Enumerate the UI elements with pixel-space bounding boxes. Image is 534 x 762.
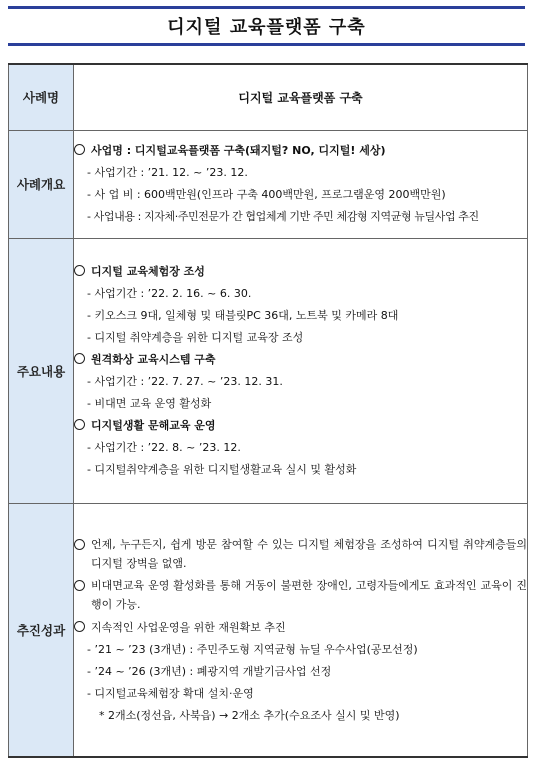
main-section-2-item: - 사업기간 : ’22. 7. 27. ~ ’23. 12. 31. bbox=[74, 371, 527, 393]
overview-item-content: - 사업내용 : 지자체·주민전문가 간 협업체계 기반 주민 체감형 지역균형 뉴딜사업 추진 bbox=[74, 206, 527, 228]
overview-content bbox=[74, 130, 528, 238]
row-results bbox=[9, 503, 528, 757]
label-overview: 사례개요 bbox=[9, 130, 74, 238]
row-case-name bbox=[9, 64, 528, 130]
results-content bbox=[74, 503, 528, 757]
results-note: * 2개소(정선읍, 사북읍) → 2개소 추가(수요조사 실시 및 반영) bbox=[74, 705, 527, 727]
circle-bullet-icon bbox=[74, 539, 85, 550]
document-title-box bbox=[8, 6, 525, 46]
results-item: - 디지털교육체험장 확대 설치·운영 bbox=[74, 683, 527, 705]
label-main: 주요내용 bbox=[9, 238, 74, 503]
results-item: - ’21 ~ ’23 (3개년) : 주민주도형 지역균형 뉴딜 우수사업(공모선정) bbox=[74, 639, 527, 661]
row-main bbox=[9, 238, 528, 503]
circle-bullet-icon bbox=[74, 580, 85, 591]
results-item: - ’24 ~ ’26 (3개년) : 폐광지역 개발기금사업 선정 bbox=[74, 661, 527, 683]
results-point-2: 비대면교육 운영 활성화를 통해 거동이 불편한 장애인, 고령자들에게도 효과적인 교육이 진행이 가능. bbox=[74, 576, 527, 614]
main-section-1-head: 디지털 교육체험장 조성 bbox=[74, 261, 527, 283]
case-table bbox=[8, 63, 528, 758]
case-name-value: 디지털 교육플랫폼 구축 bbox=[74, 64, 528, 130]
main-section-1-item: - 사업기간 : ’22. 2. 16. ~ 6. 30. bbox=[74, 283, 527, 305]
main-section-3-item: - 디지털취약계층을 위한 디지털생활교육 실시 및 활성화 bbox=[74, 459, 527, 481]
label-case-name: 사례명 bbox=[9, 64, 74, 130]
overview-item-budget: - 사 업 비 : 600백만원(인프라 구축 400백만원, 프로그램운영 200백만원) bbox=[74, 184, 527, 206]
row-overview bbox=[9, 130, 528, 238]
main-section-3-item: - 사업기간 : ’22. 8. ~ ’23. 12. bbox=[74, 437, 527, 459]
results-point-3: 지속적인 사업운영을 위한 재원확보 추진 bbox=[74, 617, 527, 639]
document-title: 디지털 교육플랫폼 구축 bbox=[167, 17, 366, 38]
overview-item-period: - 사업기간 : ’21. 12. ~ ’23. 12. bbox=[74, 162, 527, 184]
main-section-3-head: 디지털생활 문해교육 운영 bbox=[74, 415, 527, 437]
main-section-2-item: - 비대면 교육 운영 활성화 bbox=[74, 393, 527, 415]
main-content bbox=[74, 238, 528, 503]
label-results: 추진성과 bbox=[9, 503, 74, 757]
main-section-1-item: - 디지털 취약계층을 위한 디지털 교육장 조성 bbox=[74, 327, 527, 349]
overview-headline: 사업명 : 디지털교육플랫폼 구축(돼지털? NO, 디지털! 세상) bbox=[74, 140, 527, 162]
main-section-1-item: - 키오스크 9대, 일체형 및 태블릿PC 36대, 노트북 및 카메라 8대 bbox=[74, 305, 527, 327]
main-section-2-head: 원격화상 교육시스템 구축 bbox=[74, 349, 527, 371]
results-point-1: 언제, 누구든지, 쉽게 방문 참여할 수 있는 디지털 체험장을 조성하여 디지털 취약계층들의 디지털 장벽을 없앰. bbox=[74, 535, 527, 573]
